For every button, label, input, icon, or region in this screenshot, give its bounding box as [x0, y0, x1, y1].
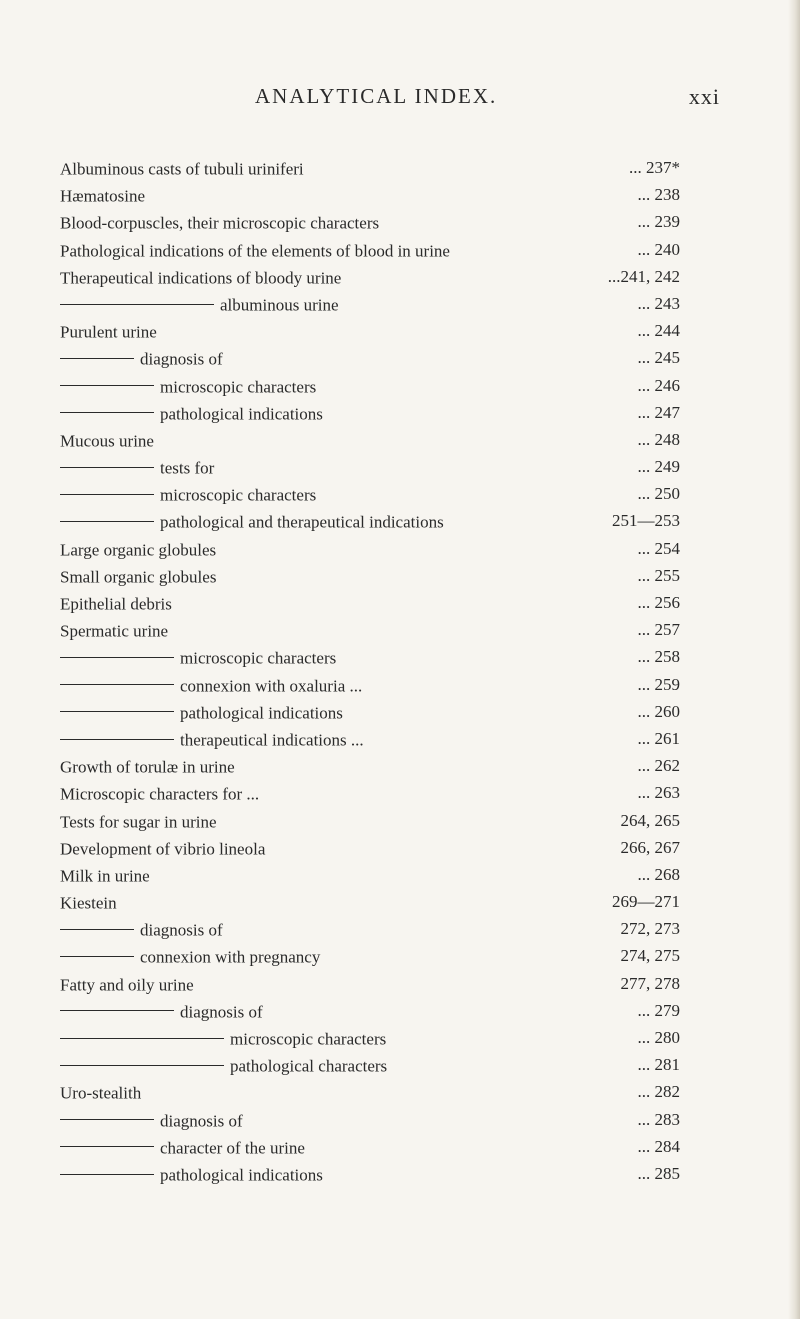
index-entry: [60, 480, 720, 507]
entry-page: ... 254: [637, 538, 680, 558]
page-header: [60, 84, 720, 118]
entry-page: ... 239: [637, 212, 680, 232]
index-entry: [60, 1024, 720, 1051]
entry-text: connexion with oxaluria ...: [180, 676, 363, 696]
entry-page: ... 249: [637, 457, 680, 477]
index-entry: [60, 915, 720, 942]
index-entry: [60, 507, 720, 534]
entry-page: ... 261: [637, 728, 680, 748]
entry-text: Therapeutical indications of bloody urine: [60, 268, 342, 288]
index-entry: [60, 317, 720, 344]
repeat-dash: [60, 684, 174, 685]
index-entry: [60, 807, 720, 834]
entry-text: pathological indications: [160, 1165, 323, 1185]
entry-page: ...241, 242: [607, 266, 680, 286]
entry-page: ... 238: [637, 185, 680, 205]
entry-text: pathological characters: [230, 1056, 388, 1076]
entry-text: Milk in urine: [60, 866, 150, 886]
index-entry: [60, 535, 720, 562]
entry-text: Small organic globules: [60, 567, 217, 587]
entry-page: ... 246: [637, 375, 680, 395]
index-entry: [60, 236, 720, 263]
entry-text: Tests for sugar in urine: [60, 811, 217, 831]
index-entry: [60, 290, 720, 317]
index-entry: [60, 208, 720, 235]
index-entry: [60, 888, 720, 915]
index-entry: [60, 181, 720, 208]
index-entry: [60, 154, 720, 181]
index-entry: [60, 399, 720, 426]
entry-page: ... 255: [637, 565, 680, 585]
index-entry: [60, 1051, 720, 1078]
index-entry: [60, 671, 720, 698]
index-entry: [60, 698, 720, 725]
repeat-dash: [60, 711, 174, 712]
running-title: ANALYTICAL INDEX.: [255, 84, 498, 108]
repeat-dash: [60, 385, 154, 386]
entry-text: Microscopic characters for ...: [60, 784, 260, 804]
index-entry: [60, 426, 720, 453]
entry-page: ... 285: [637, 1163, 680, 1183]
repeat-dash: [60, 739, 174, 740]
index-entry: [60, 344, 720, 371]
entry-text: Development of vibrio lineola: [60, 839, 266, 859]
entry-text: Mucous urine: [60, 431, 154, 451]
entry-page: 269—271: [612, 892, 680, 912]
entry-text: Purulent urine: [60, 322, 157, 342]
entry-text: microscopic characters: [160, 485, 317, 505]
entry-page: ... 256: [637, 593, 680, 612]
repeat-dash: [60, 304, 214, 305]
entry-text: Epithelial debris: [60, 594, 172, 614]
repeat-dash: [60, 1119, 154, 1120]
entry-page: 264, 265: [620, 810, 680, 830]
index-entry: [60, 263, 720, 290]
index-entry: [60, 779, 720, 806]
index-entry: [60, 589, 720, 616]
index-entry: [60, 1106, 720, 1133]
entry-page: ... 259: [637, 674, 680, 694]
entry-page: ... 237*: [629, 158, 680, 177]
entry-page: ... 281: [637, 1055, 680, 1075]
page-edge: [788, 0, 800, 1319]
index-entry: [60, 834, 720, 861]
index-entry: [60, 372, 720, 399]
entry-page: ... 248: [637, 429, 680, 449]
repeat-dash: [60, 1065, 224, 1066]
entry-page: ... 279: [637, 1000, 680, 1020]
repeat-dash: [60, 1174, 154, 1175]
entry-page: ... 245: [637, 348, 680, 368]
entry-page: ... 258: [637, 647, 680, 667]
entry-text: diagnosis of: [180, 1002, 263, 1022]
entry-text: microscopic characters: [230, 1029, 387, 1049]
entry-text: Spermatic urine: [60, 621, 169, 641]
index-entry: [60, 752, 720, 779]
entry-text: diagnosis of: [140, 349, 223, 369]
index-entry: [60, 643, 720, 670]
entry-text: Blood-corpuscles, their microscopic characters: [60, 213, 380, 233]
entry-text: Pathological indications of the elements of blood in urine: [60, 241, 450, 261]
entry-page: ... 243: [637, 293, 680, 313]
entry-text: Growth of torulæ in urine: [60, 757, 235, 777]
entry-text: microscopic characters: [160, 376, 317, 396]
index-entries: [60, 154, 720, 1187]
entry-page: ... 247: [637, 402, 680, 422]
repeat-dash: [60, 657, 174, 658]
entry-text: Hæmatosine: [60, 186, 145, 206]
entry-page: 272, 273: [620, 919, 680, 939]
entry-text: Fatty and oily urine: [60, 975, 194, 995]
index-entry: [60, 997, 720, 1024]
entry-text: Uro-stealith: [60, 1083, 142, 1103]
entry-page: 266, 267: [620, 837, 680, 857]
entry-text: Large organic globules: [60, 540, 217, 560]
repeat-dash: [60, 956, 134, 957]
entry-page: ... 263: [637, 783, 680, 803]
entry-page: ... 284: [637, 1136, 680, 1156]
repeat-dash: [60, 1146, 154, 1147]
entry-page: 277, 278: [620, 973, 680, 993]
index-entry: [60, 1160, 720, 1187]
repeat-dash: [60, 929, 134, 930]
entry-text: connexion with pregnancy: [140, 947, 321, 967]
repeat-dash: [60, 412, 154, 413]
repeat-dash: [60, 494, 154, 495]
entry-page: ... 268: [637, 864, 680, 884]
entry-page: ... 262: [637, 756, 680, 776]
entry-text: microscopic characters: [180, 648, 337, 668]
entry-page: ... 250: [637, 484, 680, 504]
index-entry: [60, 942, 720, 969]
entry-page: ... 280: [637, 1028, 680, 1047]
entry-text: therapeutical indications ...: [180, 730, 364, 750]
repeat-dash: [60, 1038, 224, 1039]
entry-text: pathological and therapeutical indications: [160, 512, 444, 532]
entry-text: pathological indications: [180, 703, 343, 723]
entry-text: Albuminous casts of tubuli uriniferi: [60, 159, 304, 179]
entry-text: character of the urine: [160, 1138, 305, 1158]
entry-page: ... 282: [637, 1082, 680, 1102]
entry-text: tests for: [160, 458, 215, 478]
entry-text: diagnosis of: [160, 1111, 243, 1131]
entry-page: ... 244: [637, 321, 680, 341]
index-entry: [60, 562, 720, 589]
index-entry: [60, 453, 720, 480]
entry-page: 251—253: [612, 511, 680, 531]
page-number: xxi: [688, 84, 720, 109]
index-entry: [60, 970, 720, 997]
entry-page: 274, 275: [620, 946, 680, 966]
entry-page: ... 283: [637, 1109, 680, 1129]
repeat-dash: [60, 358, 134, 359]
index-entry: [60, 1078, 720, 1105]
repeat-dash: [60, 1010, 174, 1011]
entry-text: albuminous urine: [220, 295, 339, 315]
entry-page: ... 240: [637, 239, 680, 259]
entry-page: ... 260: [637, 701, 680, 721]
entry-page: ... 257: [637, 620, 680, 640]
index-entry: [60, 861, 720, 888]
index-entry: [60, 1133, 720, 1160]
entry-text: diagnosis of: [140, 920, 223, 940]
repeat-dash: [60, 467, 154, 468]
index-entry: [60, 725, 720, 752]
entry-text: pathological indications: [160, 404, 323, 424]
entry-text: Kiestein: [60, 893, 117, 913]
index-entry: [60, 616, 720, 643]
repeat-dash: [60, 521, 154, 522]
